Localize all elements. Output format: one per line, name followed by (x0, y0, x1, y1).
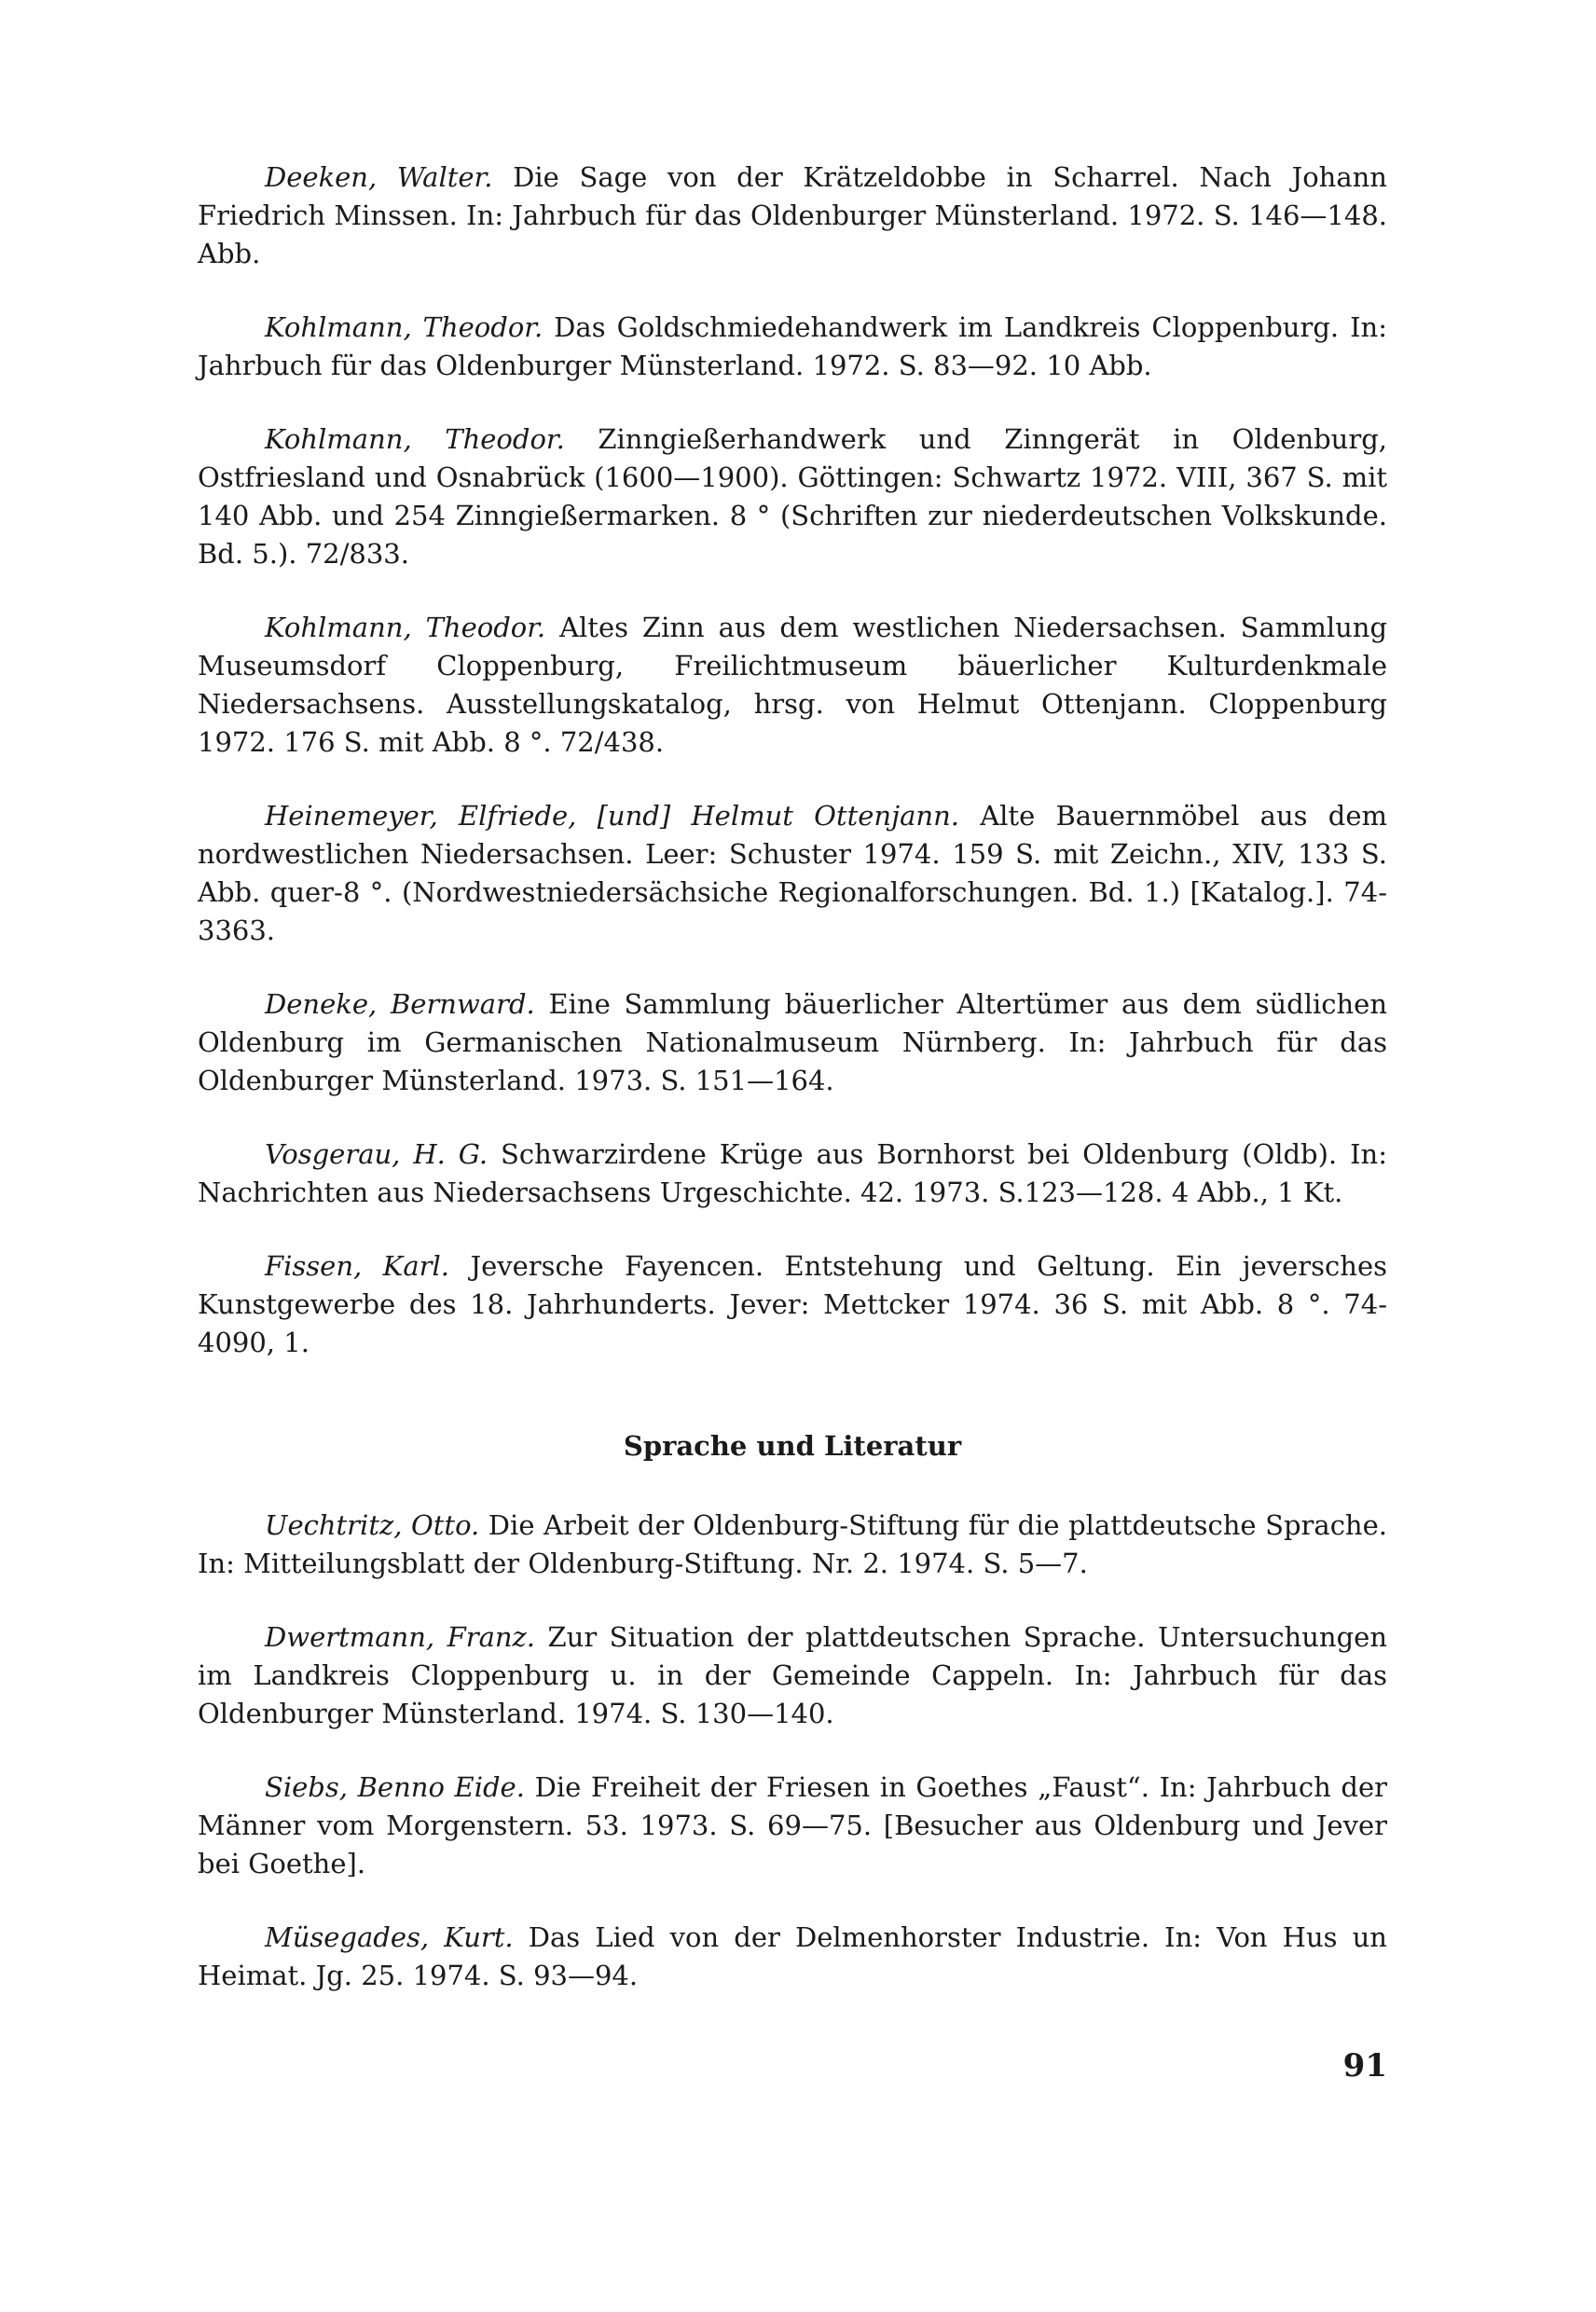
section-heading: Sprache und Literatur (623, 1430, 962, 1462)
bibliography-entry (198, 309, 1387, 385)
entry-author: Kohlmann, Theodor. (265, 612, 546, 643)
entry-author: Müsegades, Kurt. (265, 1921, 514, 1953)
bibliography-entry (198, 420, 1387, 573)
bibliography-entry (198, 609, 1387, 762)
entry-list-a (198, 158, 1387, 1362)
entry-text: Die Arbeit der Oldenburg-Stiftung für die plattdeutsche Sprache. In: Mitteilungsblatt der Oldenburg-Stiftung. Nr. 2. 1974. S. 5—7. (198, 1509, 1387, 1579)
entry-author: Deneke, Bernward. (265, 988, 535, 1020)
entry-text: Die Sage von der Krätzeldobbe in Scharrel. Nach Johann Friedrich Minssen. In: Jahrbuch für das Oldenburger Münsterland. 1972. S. 146—148. Abb. (198, 161, 1387, 269)
entry-author: Siebs, Benno Eide. (265, 1771, 525, 1803)
page-number: 91 (1342, 2047, 1387, 2085)
entry-author: Uechtritz, Otto. (265, 1509, 480, 1541)
bibliography-entry (198, 1768, 1387, 1883)
entry-author: Heinemeyer, Elfriede, [und] Helmut Ottenjann. (265, 800, 959, 832)
bibliography-entry (198, 1919, 1387, 1995)
bibliography-entry (198, 1618, 1387, 1733)
entry-text: Schwarzirdene Krüge aus Bornhorst bei Oldenburg (Oldb). In: Nachrichten aus Niedersachsens Urgeschichte. 42. 1973. S.123—128. 4 Abb., 1 Kt. (198, 1138, 1387, 1208)
entry-text: Das Goldschmiedehandwerk im Landkreis Cloppenburg. In: Jahrbuch für das Oldenburger Münsterland. 1972. S. 83—92. 10 Abb. (198, 311, 1388, 381)
bibliography-entry (198, 985, 1387, 1100)
bibliography-entry (198, 797, 1387, 950)
entry-author: Vosgerau, H. G. (265, 1138, 488, 1170)
entry-text: Alte Bauernmöbel aus dem nordwestlichen Niedersachsen. Leer: Schuster 1974. 159 S. mit Zeichn., XIV, 133 S. Abb. quer-8 °. (Nordwestniedersächsiche Regionalforschungen. Bd. 1.) [Katalog.]. 74-3363. (198, 800, 1388, 946)
entry-text: Jeversche Fayencen. Entstehung und Geltung. Ein jeversches Kunstgewerbe des 18. Jahrhunderts. Jever: Mettcker 1974. 36 S. mit Abb. 8 °. 74-4090, 1. (198, 1250, 1387, 1358)
entry-text: Zinngießerhandwerk und Zinngerät in Oldenburg, Ostfriesland und Osnabrück (1600—1900). Göttingen: Schwartz 1972. VIII, 367 S. mit 140 Abb. und 254 Zinngießermarken. 8 ° (Schriften zur niederdeutschen Volkskunde. Bd. 5.). 72/833. (198, 423, 1387, 570)
entry-text: Die Freiheit der Friesen in Goethes „Faust“. In: Jahrbuch der Männer vom Morgenstern. 53. 1973. S. 69—75. [Besucher aus Oldenburg und Jever bei Goethe]. (198, 1771, 1387, 1879)
entry-text: Eine Sammlung bäuerlicher Altertümer aus dem südlichen Oldenburg im Germanischen Nationalmuseum Nürnberg. In: Jahrbuch für das Oldenburger Münsterland. 1973. S. 151—164. (198, 988, 1388, 1096)
entry-text: Das Lied von der Delmenhorster Industrie. In: Von Hus un Heimat. Jg. 25. 1974. S. 93—94. (198, 1921, 1387, 1991)
entry-author: Kohlmann, Theodor. (265, 423, 565, 455)
entry-text: Zur Situation der plattdeutschen Sprache. Untersuchungen im Landkreis Cloppenburg u. in der Gemeinde Cappeln. In: Jahrbuch für das Oldenburger Münsterland. 1974. S. 130—140. (198, 1621, 1387, 1729)
entry-list-b (198, 1507, 1387, 1995)
entry-author: Dwertmann, Franz. (265, 1621, 536, 1653)
bibliography-entry (198, 1135, 1387, 1212)
entry-author: Deeken, Walter. (265, 161, 493, 193)
bibliography-entry (198, 1247, 1387, 1362)
entry-author: Fissen, Karl. (265, 1250, 449, 1282)
bibliography-page (198, 158, 1387, 2247)
bibliography-entry (198, 158, 1387, 273)
bibliography-entry (198, 1507, 1387, 1583)
entry-text: Altes Zinn aus dem westlichen Niedersachsen. Sammlung Museumsdorf Cloppenburg, Freilichtmuseum bäuerlicher Kulturdenkmale Niedersachsens. Ausstellungskatalog, hrsg. von Helmut Ottenjann. Cloppenburg 1972. 176 S. mit Abb. 8 °. 72/438. (198, 612, 1388, 758)
entry-author: Kohlmann, Theodor. (265, 311, 543, 343)
